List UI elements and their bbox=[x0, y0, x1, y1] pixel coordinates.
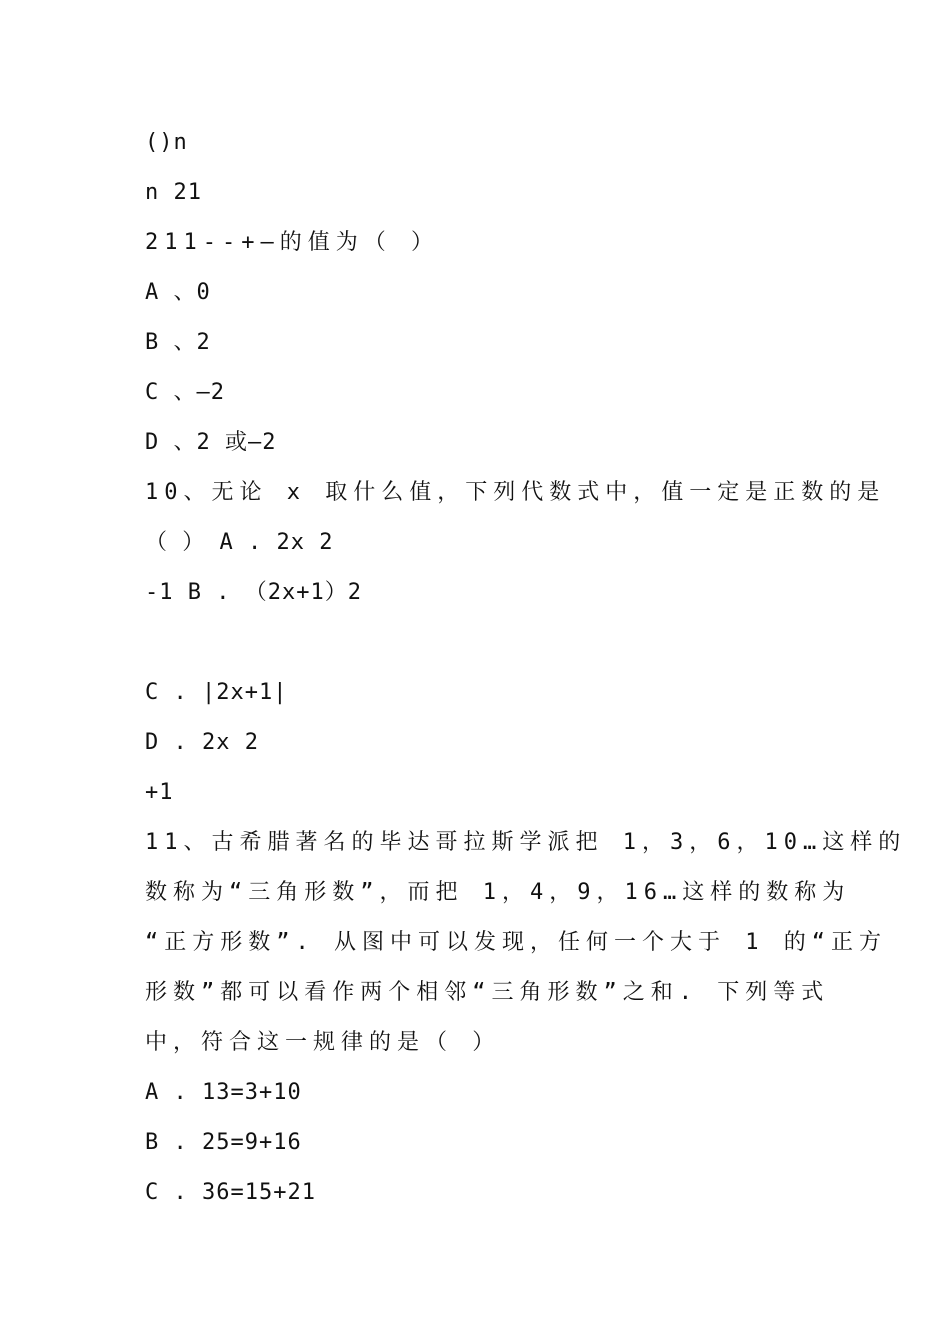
text-line-3: 211--+—的值为（ ） bbox=[145, 230, 439, 255]
question-11-line-3: “正方形数”. 从图中可以发现，任何一个大于 1 的“正方 bbox=[145, 930, 887, 955]
question-10-text: 10、无论 x 取什么值，下列代数式中，值一定是正数的是 bbox=[145, 480, 886, 505]
question-11-line-1: 11、古希腊著名的毕达哥拉斯学派把 1，3，6，10…这样的 bbox=[145, 830, 907, 855]
question-10-option-d-cont: +1 bbox=[145, 780, 174, 805]
text-line-1: ()n bbox=[145, 130, 188, 155]
question-11-line-4: 形数”都可以看作两个相邻“三角形数”之和. 下列等式 bbox=[145, 980, 830, 1005]
question-11-option-a: A . 13=3+10 bbox=[145, 1080, 302, 1105]
question-10-option-d: D . 2x 2 bbox=[145, 730, 259, 755]
question-11-option-c: C . 36=15+21 bbox=[145, 1180, 316, 1205]
text-line-2: n 21 bbox=[145, 180, 202, 205]
question-11-line-2: 数称为“三角形数”，而把 1，4，9，16…这样的数称为 bbox=[145, 880, 851, 905]
question-11-line-5: 中，符合这一规律的是（ ） bbox=[145, 1030, 501, 1055]
option-a-q9: A 、0 bbox=[145, 280, 211, 305]
option-c-q9: C 、—2 bbox=[145, 380, 225, 405]
question-10-option-c: C . |2x+1| bbox=[145, 680, 288, 705]
option-d-q9: D 、2 或—2 bbox=[145, 430, 277, 455]
question-10-option-a: （ ） A . 2x 2 bbox=[145, 530, 334, 555]
option-b-q9: B 、2 bbox=[145, 330, 211, 355]
question-11-option-b: B . 25=9+16 bbox=[145, 1130, 302, 1155]
question-10-option-b: -1 B . （2x+1）2 bbox=[145, 580, 362, 605]
